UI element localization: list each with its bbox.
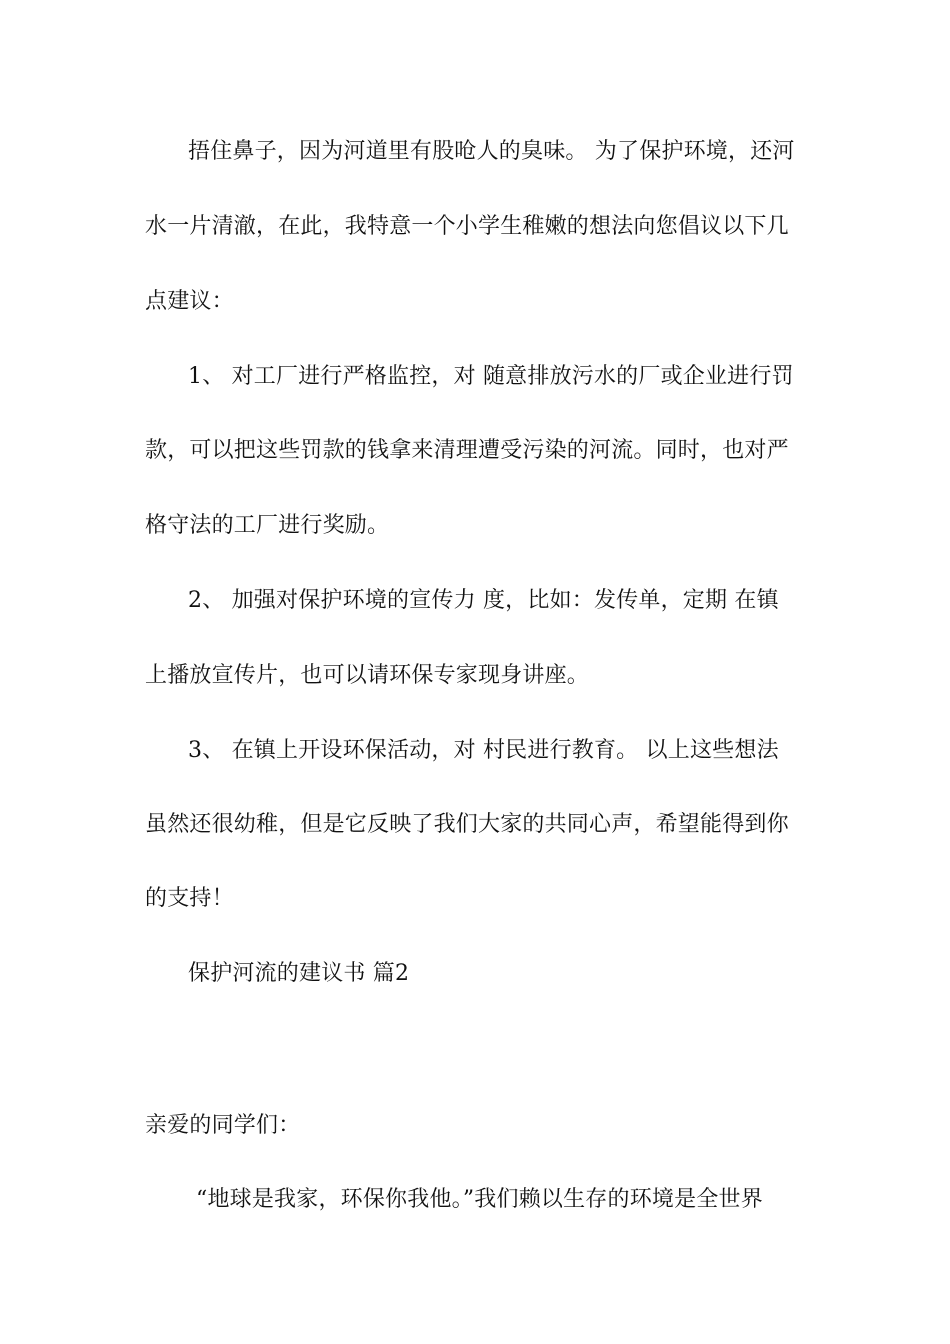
section-title: 保护河流的建议书 篇2 [188,961,410,986]
suggestion-1-line: 格守法的工厂进行奖励。 [145,513,390,538]
suggestion-2-line: 上播放宣传片，也可以请环保专家现身讲座。 [145,663,590,688]
salutation: 亲爱的同学们： [145,1113,301,1138]
suggestion-2-line: 2、 加强对保护环境的宣传力 度，比如：发传单，定期 在镇 [188,588,779,613]
paragraph-line: 的支持！ [145,886,234,911]
paragraph-line: “地球是我家，环保你我他。”我们赖以生存的环境是全世界 [196,1187,763,1212]
paragraph-line: 点建议： [145,289,234,314]
paragraph-line: 虽然还很幼稚，但是它反映了我们大家的共同心声，希望能得到你 [145,812,789,837]
paragraph-line: 水一片清澈，在此，我特意一个小学生稚嫩的想法向您倡议以下几 [145,214,789,239]
suggestion-1-line: 1、 对工厂进行严格监控，对 随意排放污水的厂或企业进行罚 [188,364,794,389]
suggestion-1-line: 款，可以把这些罚款的钱拿来清理遭受污染的河流。同时，也对严 [145,438,789,463]
paragraph-line: 捂住鼻子，因为河道里有股呛人的臭味。 为了保护环境，还河 [188,139,795,164]
suggestion-3-line: 3、 在镇上开设环保活动，对 村民进行教育。 以上这些想法 [188,738,779,763]
